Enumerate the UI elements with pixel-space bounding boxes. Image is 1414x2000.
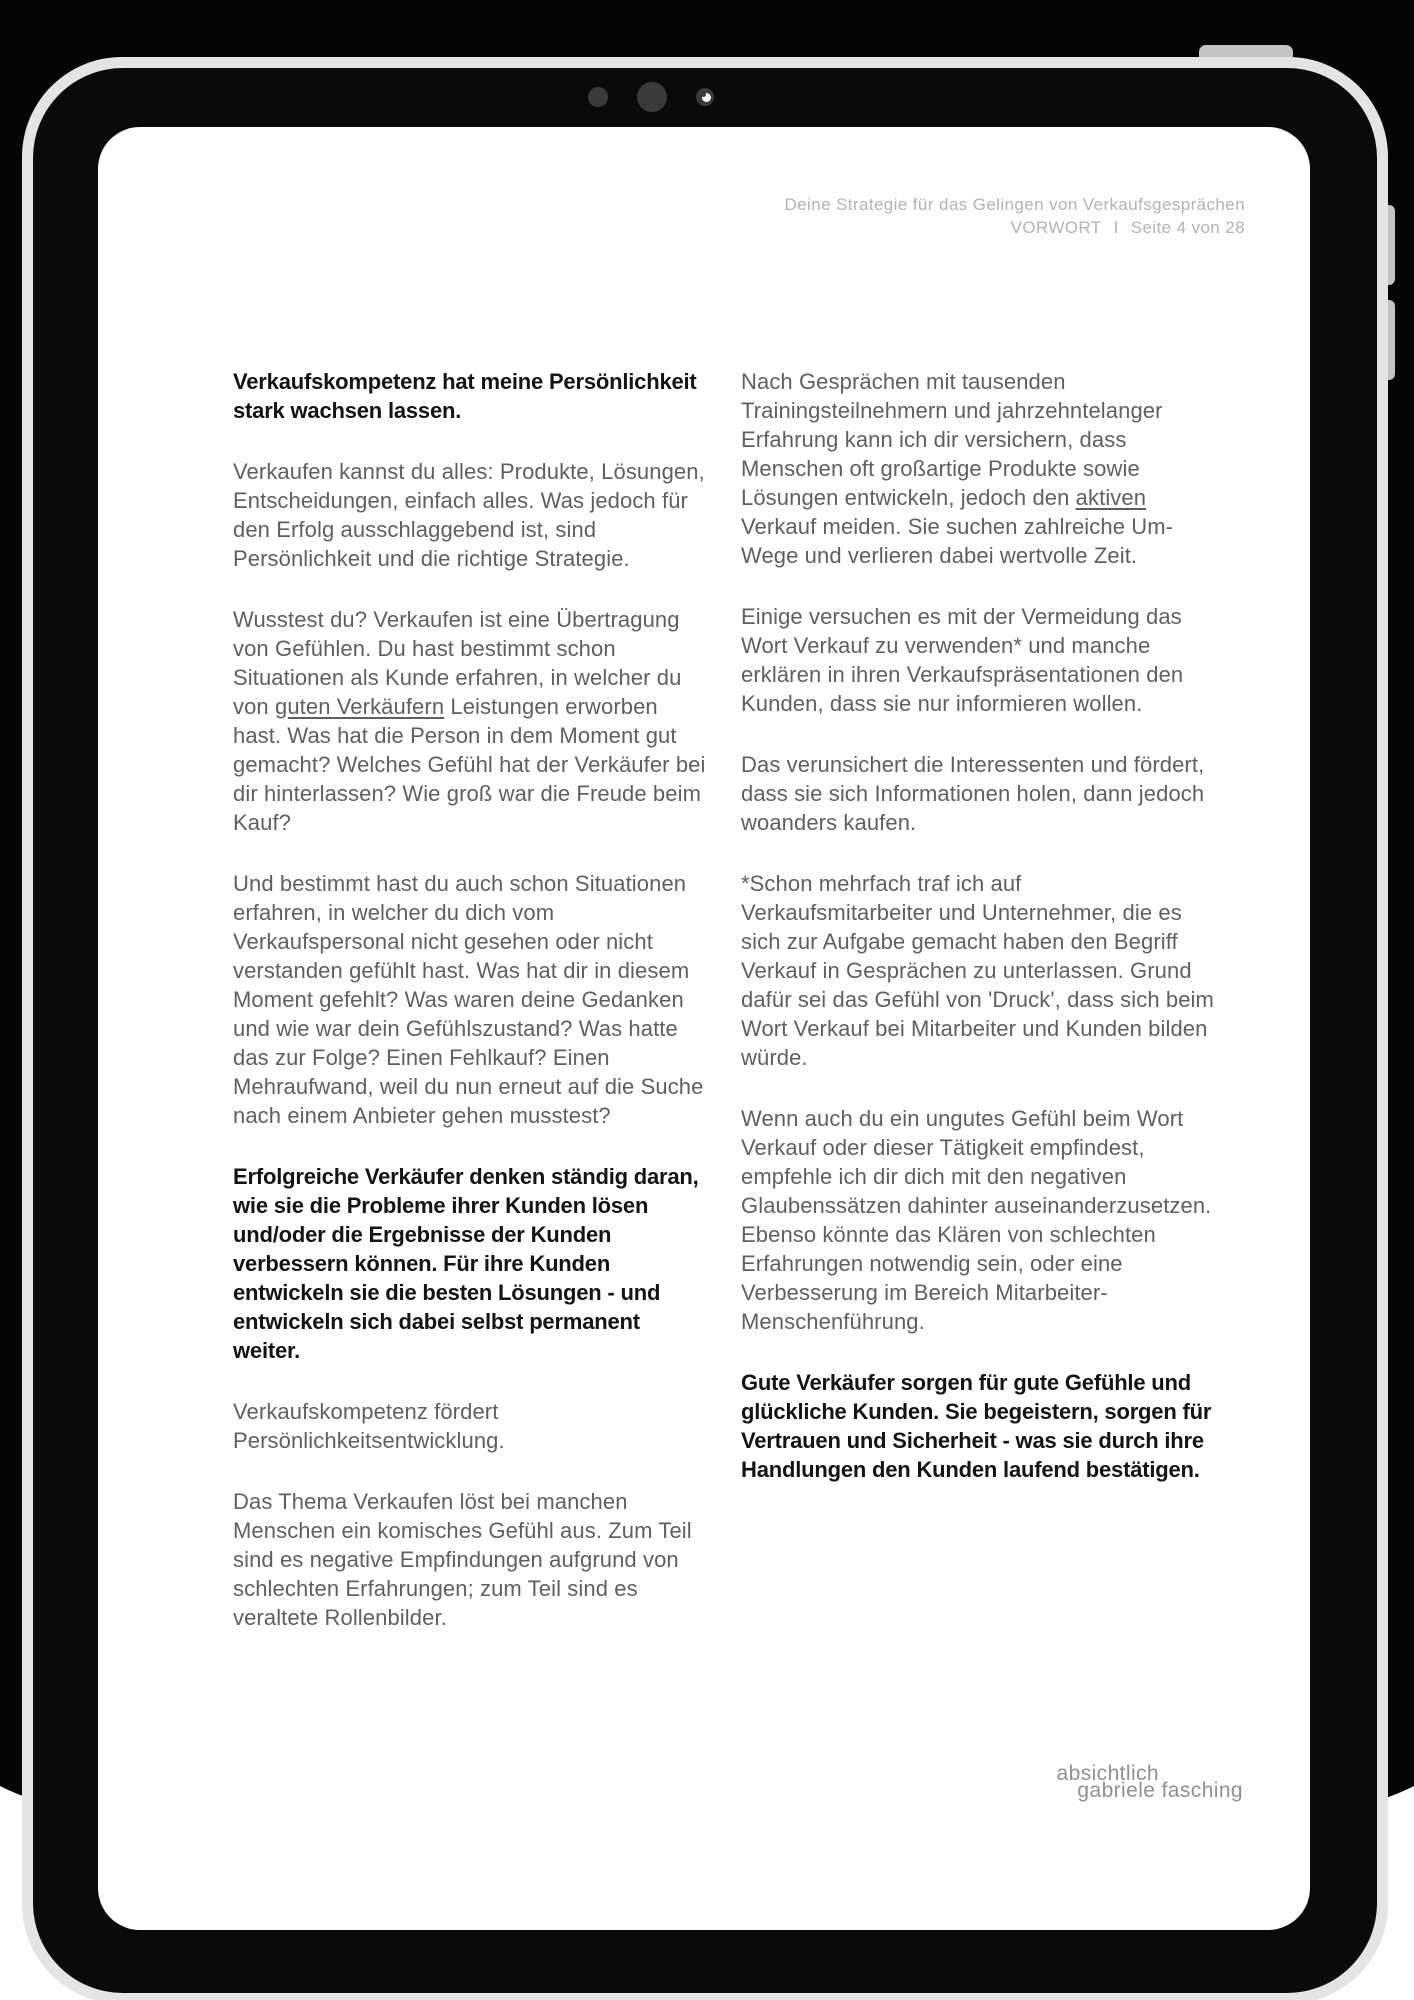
text-run: Verkaufen kannst du alles: Produkte, Lösungen, Entscheidungen, einfach alles. Was jedoch für den Erfolg ausschlaggebend ist, sind Persönlichkeit und die richtige Strategie. (233, 459, 705, 571)
paragraph (741, 367, 1219, 570)
paragraph (741, 602, 1219, 718)
right-column (741, 367, 1219, 1664)
separator-bar: I (1113, 218, 1119, 237)
paragraph (233, 869, 711, 1130)
document-page (98, 127, 1310, 1930)
text-run: Wenn auch du ein ungutes Gefühl beim Wort Verkauf oder dieser Tätigkeit empfindest, empfehle ich dir dich mit den negativen Glaubenssätzen dahinter auseinanderzusetzen. Ebenso könnte das Klären von schlechten Erfahrungen notwendig sein, oder eine Verbesserung im Bereich Mitarbeiter-Menschenführung. (741, 1106, 1212, 1334)
camera-dot-icon (588, 87, 608, 107)
page-number: Seite 4 von 28 (1130, 218, 1245, 237)
brand-logo (1056, 1762, 1243, 1802)
paragraph-bold (741, 1368, 1219, 1484)
paragraph (233, 1397, 711, 1455)
camera-dot-icon (637, 82, 667, 112)
chapter-label: VORWORT (1010, 218, 1102, 237)
text-run: Verkauf meiden. Sie suchen zahlreiche Um-Wege und verlieren dabei wertvolle Zeit. (741, 514, 1174, 568)
text-run: Und bestimmt hast du auch schon Situationen erfahren, in welcher du dich vom Verkaufspersonal nicht gesehen oder nicht verstanden gefühlt hast. Was hat dir in diesem Moment gefehlt? Was waren deine Gedanken und wie war dein Gefühlszustand? Was hatte das zur Folge? Einen Fehlkauf? Einen Mehraufwand, weil du nun erneut auf die Suche nach einem Anbieter gehen musstest? (233, 871, 704, 1128)
text-run: Das verunsichert die Interessenten und fördert, dass sie sich Informationen holen, dann jedoch woanders kaufen. (741, 752, 1205, 835)
tablet-frame (22, 57, 1388, 2000)
page-header (785, 193, 1246, 239)
page-header-meta (785, 216, 1246, 239)
text-run: Verkaufskompetenz hat meine Persönlichkeit stark wachsen lassen. (233, 369, 697, 423)
text-run: Wusstest du? Verkaufen ist eine Übertragung von Gefühlen. Du hast bestimmt schon Situationen als Kunde erfahren, in welcher du von (233, 607, 682, 719)
text-run: Erfolgreiche Verkäufer denken ständig daran, wie sie die Probleme ihrer Kunden lösen und/oder die Ergebnisse der Kunden verbessern können. Für ihre Kunden entwickeln sie die besten Lösungen - und entwickeln sich dabei selbst permanent weiter. (233, 1164, 699, 1363)
text-run: Nach Gesprächen mit tausenden Trainingsteilnehmern und jahrzehntelanger Erfahrung kann ich dir versichern, dass Menschen oft großartige Produkte sowie Lösungen entwickeln, jedoch den (741, 369, 1163, 510)
camera-pupil (701, 92, 706, 97)
paragraph (233, 1487, 711, 1632)
paragraph (741, 869, 1219, 1072)
paragraph-bold (233, 1162, 711, 1365)
left-column (233, 367, 711, 1664)
paragraph (741, 750, 1219, 837)
text-columns (233, 367, 1219, 1664)
brand-logo-line2: gabriele fasching (1077, 1779, 1243, 1802)
camera-lens-icon (696, 88, 714, 106)
text-run: Gute Verkäufer sorgen für gute Gefühle und glückliche Kunden. Sie begeistern, sorgen für Vertrauen und Sicherheit - was sie durch ihre Handlungen den Kunden laufend bestätigen. (741, 1370, 1212, 1482)
paragraph (233, 605, 711, 837)
text-run: Verkaufskompetenz fördert Persönlichkeitsentwicklung. (233, 1399, 505, 1453)
page-header-title: Deine Strategie für das Gelingen von Verkaufsgesprächen (784, 195, 1245, 214)
underlined-text: aktiven (1075, 485, 1147, 510)
tablet-bezel (33, 68, 1377, 1993)
brand-logo-line1: absichtlich (1056, 1762, 1159, 1785)
underlined-text: guten Verkäufern (274, 694, 445, 719)
paragraph (741, 1104, 1219, 1336)
text-run: Leistungen erworben hast. Was hat die Person in dem Moment gut gemacht? Welches Gefühl hat der Verkäufer bei dir hinterlassen? Wie groß war die Freude beim Kauf? (233, 694, 706, 835)
text-run: Einige versuchen es mit der Vermeidung das Wort Verkauf zu verwenden* und manche erklären in ihren Verkaufspräsentationen den Kunden, dass sie nur informieren wollen. (741, 604, 1184, 716)
paragraph (233, 457, 711, 573)
text-run: Das Thema Verkaufen löst bei manchen Menschen ein komisches Gefühl aus. Zum Teil sind es negative Empfindungen aufgrund von schlechten Erfahrungen; zum Teil sind es veraltete Rollenbilder. (233, 1489, 692, 1630)
text-run: *Schon mehrfach traf ich auf Verkaufsmitarbeiter und Unternehmer, die es sich zur Aufgabe gemacht haben den Begriff Verkauf in Gesprächen zu unterlassen. Grund dafür sei das Gefühl von 'Druck', dass sich beim Wort Verkauf bei Mitarbeiter und Kunden bilden würde. (741, 871, 1214, 1070)
paragraph-bold (233, 367, 711, 425)
